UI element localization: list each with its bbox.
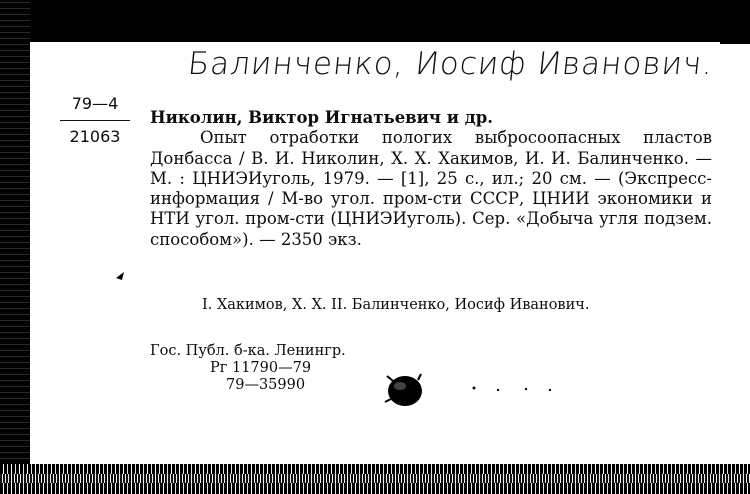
library-stamp-text xyxy=(150,343,346,394)
scan-border-bottom xyxy=(0,464,750,494)
tracings: I. Хакимов, Х. Х. II. Балинченко, Иосиф Иванович. xyxy=(202,297,590,313)
shelfmark xyxy=(58,94,132,147)
scan-speck xyxy=(110,260,140,290)
shelfmark-bottom: 21063 xyxy=(69,127,121,146)
library-line-1: Гос. Публ. б-ка. Ленингр. xyxy=(150,343,346,359)
shelfmark-divider xyxy=(60,120,130,121)
author-heading: Николин, Виктор Игнатьевич и др. xyxy=(150,108,493,127)
entry-body: Опыт отработки пологих выбросоопасных пластов Донбасса / В. И. Николин, Х. Х. Хакимов, И. И. Балинченко. — М. : ЦНИЭИуголь, 1979. — [1], 25 с., ил.; 20 см. — (Экспресс-информация / М-во угол. пром-сти СССР, ЦНИИ экономики и НТИ угол. пром-сти (ЦНИЭИуголь). Сер. «Добыча угля подзем. способом»). — 2350 экз. xyxy=(150,128,712,249)
shelfmark-top: 79—4 xyxy=(71,94,119,113)
scan-corner xyxy=(720,0,750,44)
library-line-2: Рг 11790—79 xyxy=(210,360,312,376)
library-line-3: 79—35990 xyxy=(226,377,306,393)
scan-border-left xyxy=(0,0,30,494)
ink-stamp-mark xyxy=(383,372,429,408)
scan-dots xyxy=(470,380,560,400)
scan-border-top xyxy=(0,0,750,42)
handwritten-heading: Балинченко, Иосиф Иванович. xyxy=(186,46,716,82)
catalog-entry xyxy=(150,108,712,250)
